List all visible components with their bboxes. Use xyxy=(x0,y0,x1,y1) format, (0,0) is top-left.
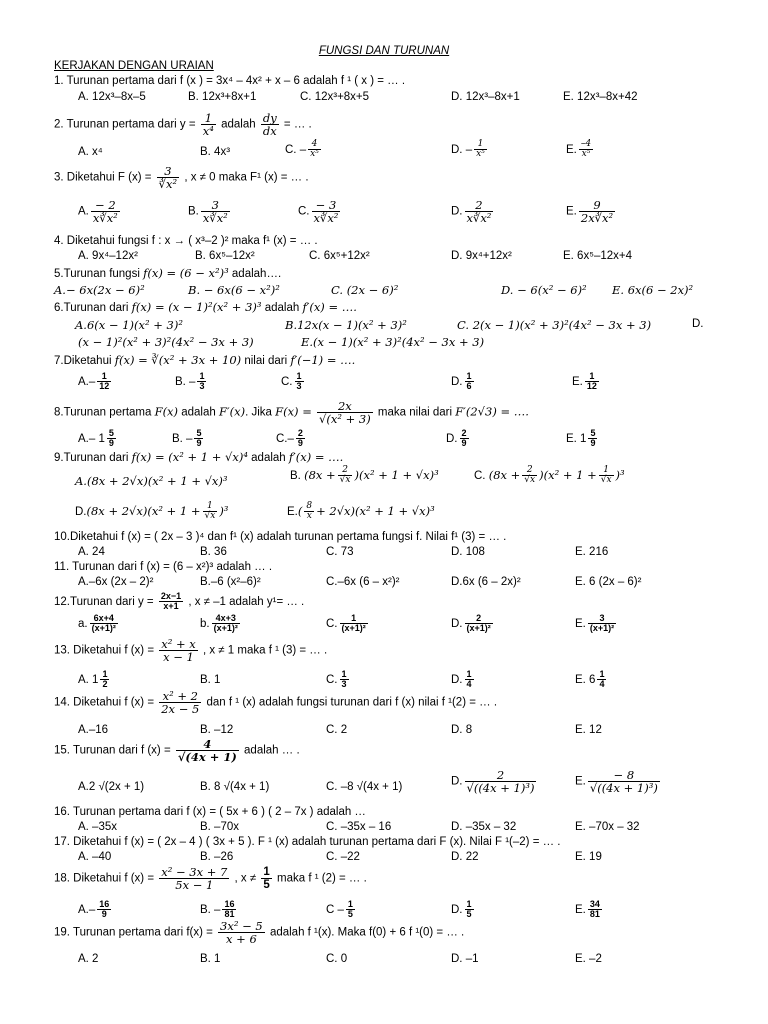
q18-d-den: 5 xyxy=(466,909,472,920)
q12-option-b[interactable] xyxy=(200,614,242,634)
question-4: 4. Diketahui fungsi f : x → ( x³–2 )² maka f¹ (x) = … . xyxy=(54,235,318,247)
q3-option-e[interactable] xyxy=(566,199,617,224)
q19-option-b[interactable]: B. 1 xyxy=(200,953,221,965)
q3-option-d[interactable] xyxy=(451,199,495,224)
q15-d-num: 2 xyxy=(465,769,537,782)
q18-d-label: D. xyxy=(451,903,463,916)
q12-d-num: 2 xyxy=(465,614,493,624)
q11-option-d[interactable]: D.6x (6 – 2x)² xyxy=(451,576,521,588)
q18-b-num: 16 xyxy=(224,899,235,909)
q7-e-num: 1 xyxy=(585,372,599,382)
q13-a-num: 1 xyxy=(102,669,108,679)
q3-e-den: 2x∛x² xyxy=(580,211,614,226)
q18-mid-num: 1 xyxy=(263,866,270,878)
q15-e-num: − 8 xyxy=(588,769,660,782)
q6-mid: adalah xyxy=(264,302,300,314)
q7-b-num: 1 xyxy=(199,371,205,381)
q8-e-label: E. 1 xyxy=(566,432,587,445)
q3-c-label: C. xyxy=(298,205,310,218)
q5-post: adalah…. xyxy=(231,268,282,280)
q16-option-a[interactable]: A. –35x xyxy=(78,821,117,833)
q15-option-b[interactable]: B. 8 √(4x + 1) xyxy=(200,781,270,793)
q5-option-b[interactable]: B. − 6x(6 − x²)² xyxy=(188,283,280,297)
q13-option-c[interactable] xyxy=(326,670,351,690)
q12-b-den: (x+1)² xyxy=(213,623,238,634)
q8-num: 2x xyxy=(317,400,373,413)
q18-option-b[interactable] xyxy=(200,900,238,920)
q18-option-a[interactable] xyxy=(78,900,113,920)
q18-c-num: 1 xyxy=(347,899,353,909)
q7-a-label: A.– xyxy=(78,375,96,388)
q8-b-den: 9 xyxy=(196,438,202,449)
q10-option-e[interactable]: E. 216 xyxy=(575,546,609,558)
q9-mid: adalah xyxy=(251,452,286,464)
q18-a-den: 9 xyxy=(101,909,107,920)
q13-option-e[interactable] xyxy=(575,670,608,690)
q12-b-label: b. xyxy=(200,617,210,630)
q8-e-den: 9 xyxy=(590,438,596,449)
q9-b-label: B. xyxy=(290,469,301,482)
q14-option-a[interactable]: A.–16 xyxy=(78,724,109,736)
q6-derivative: f′(x) = …. xyxy=(302,300,357,314)
q3-d-label: D. xyxy=(451,205,463,218)
q15-d-den: √((4x + 1)³) xyxy=(466,781,535,796)
q12-d-label: D. xyxy=(451,617,463,630)
q13-e-num: 1 xyxy=(599,669,605,679)
q3-a-den: x∛x² xyxy=(92,211,118,226)
q6-option-b[interactable]: B.12x(x − 1)(x² + 3)² xyxy=(285,318,407,332)
q8-fprime: F′(x) xyxy=(219,404,246,419)
q2-c-den: x⁵ xyxy=(310,149,319,160)
q12-e-label: E. xyxy=(575,617,586,630)
q4-option-c[interactable]: C. 6x⁵+12x² xyxy=(309,250,370,262)
question-12 xyxy=(54,592,304,612)
q8-c-den: 9 xyxy=(297,438,303,449)
q13-c-den: 3 xyxy=(341,679,347,690)
q14-prefix: 14. Diketahui f (x) = xyxy=(54,696,155,709)
q15-option-d[interactable] xyxy=(451,769,538,794)
q15-e-label: E. xyxy=(575,775,586,788)
q3-den: ∛x² xyxy=(158,177,178,192)
q8-d-den: 9 xyxy=(461,438,467,449)
q18-num: x² − 3x + 7 xyxy=(161,865,228,879)
q19-option-e[interactable]: E. –2 xyxy=(575,953,602,965)
q13-d-den: 4 xyxy=(466,679,472,690)
q8-option-d[interactable] xyxy=(446,429,471,449)
q1-option-e[interactable]: E. 12x³–8x+42 xyxy=(563,91,638,103)
q8-c-num: 2 xyxy=(297,428,303,438)
q7-d-num: 1 xyxy=(466,371,472,381)
q19-option-d[interactable]: D. –1 xyxy=(451,953,479,965)
q2-c-num: 4 xyxy=(308,140,321,150)
q13-option-d[interactable] xyxy=(451,670,476,690)
q18-e-label: E. xyxy=(575,903,586,916)
q14-option-c[interactable]: C. 2 xyxy=(326,724,348,736)
question-9 xyxy=(54,450,343,464)
q16-option-b[interactable]: B. –70x xyxy=(200,821,239,833)
q3-e-num: 9 xyxy=(579,199,615,212)
q16-option-c[interactable]: C. –35x – 16 xyxy=(326,821,392,833)
q3-c-num: − 3 xyxy=(312,199,341,212)
q14-post: dan f ¹ (x) adalah fungsi turunan dari f (x) nilai f ¹(2) = … . xyxy=(206,696,498,709)
q9-prefix: 9.Turunan dari xyxy=(54,452,129,464)
q3-b-label: B. xyxy=(188,205,199,218)
q13-c-num: 1 xyxy=(341,669,347,679)
q13-option-b[interactable]: B. 1 xyxy=(200,674,221,686)
q3-b-num: 3 xyxy=(201,199,230,212)
q12-e-den: (x+1)² xyxy=(589,623,615,634)
q18-prefix: 18. Diketahui f (x) = xyxy=(54,872,155,885)
q14-option-b[interactable]: B. –12 xyxy=(200,724,234,736)
question-5 xyxy=(54,266,281,280)
q7-option-a[interactable] xyxy=(78,372,113,392)
q3-option-c[interactable] xyxy=(298,199,342,224)
q15-d-label: D. xyxy=(451,775,463,788)
q2-den: x⁴ xyxy=(202,124,214,139)
q19-post: adalah f ¹(x). Maka f(0) + 6 f ¹(0) = … . xyxy=(269,926,465,939)
q6-option-d[interactable]: (x − 1)²(x² + 3)²(4x² − 3x + 3) xyxy=(78,335,254,349)
q3-prefix: 3. Diketahui F (x) = xyxy=(54,171,152,184)
q7-b-label: B. – xyxy=(175,375,196,388)
q9-c-label: C. xyxy=(474,469,486,482)
q10-option-b[interactable]: B. 36 xyxy=(200,546,227,558)
q13-d-label: D. xyxy=(451,673,463,686)
q18-c-label: C – xyxy=(326,903,344,916)
section-header: KERJAKAN DENGAN URAIAN xyxy=(54,60,214,72)
q6-option-e[interactable]: E.(x − 1)(x² + 3)²(4x² − 3x + 3) xyxy=(301,335,485,349)
q7-option-e[interactable] xyxy=(572,372,601,392)
q4-option-a[interactable]: A. 9x⁴–12x² xyxy=(78,250,138,262)
q18-option-c[interactable] xyxy=(326,900,357,920)
q6-function: f(x) = (x − 1)²(x² + 3)³ xyxy=(131,300,262,314)
q3-option-a[interactable] xyxy=(78,199,122,224)
q15-prefix: 15. Turunan dari f (x) = xyxy=(54,744,171,757)
q19-option-c[interactable]: C. 0 xyxy=(326,953,348,965)
q18-c-den: 5 xyxy=(347,909,353,920)
q5-option-a[interactable]: A.− 6x(2x − 6)² xyxy=(54,283,145,297)
q17-option-a[interactable]: A. –40 xyxy=(78,851,112,863)
q18-e-num: 34 xyxy=(589,899,600,909)
q2-option-c[interactable] xyxy=(285,140,323,160)
q10-option-a[interactable]: A. 24 xyxy=(78,546,105,558)
q15-option-c[interactable]: C. –8 √(4x + 1) xyxy=(326,781,403,793)
q12-c-num: 1 xyxy=(340,614,368,624)
q3-num: 3 xyxy=(157,165,179,178)
question-13 xyxy=(54,638,327,663)
q18-d-num: 1 xyxy=(466,899,472,909)
q15-den: √(4x + 1) xyxy=(177,750,237,765)
q3-c-den: x∛x² xyxy=(313,211,339,226)
q12-c-label: C. xyxy=(326,617,338,630)
q12-den: x+1 xyxy=(163,601,179,612)
q19-option-a[interactable]: A. 2 xyxy=(78,953,99,965)
q3-e-label: E. xyxy=(566,205,577,218)
q16-option-e[interactable]: E. –70x – 32 xyxy=(575,821,640,833)
question-10: 10.Diketahui f (x) = ( 2x – 3 )⁴ dan f¹ (x) adalah turunan pertama fungsi f. Nilai f¹ (3) = … . xyxy=(54,531,507,543)
q14-den: 2x − 5 xyxy=(161,702,200,717)
q12-d-den: (x+1)² xyxy=(466,623,491,634)
q9-option-a[interactable]: A.(8x + 2√x)(x² + 1 + √x)³ xyxy=(75,474,228,488)
q19-den: x + 6 xyxy=(226,932,257,947)
q2-d-label: D. – xyxy=(451,143,473,156)
q1-option-d[interactable]: D. 12x³–8x+1 xyxy=(451,91,520,103)
question-2 xyxy=(54,112,312,137)
q7-option-b[interactable] xyxy=(175,372,208,392)
q6-option-c[interactable]: C. 2(x − 1)(x² + 3)²(4x² − 3x + 3) xyxy=(457,318,652,332)
q7-c-num: 1 xyxy=(296,371,302,381)
q13-prefix: 13. Diketahui f (x) = xyxy=(54,644,155,657)
q13-den: x − 1 xyxy=(163,650,194,665)
q2-d-num: 1 xyxy=(474,140,487,150)
question-8 xyxy=(54,400,529,425)
q14-num: x² + 2 xyxy=(159,690,201,703)
q13-a-den: 2 xyxy=(102,679,108,690)
q2-prefix: 2. Turunan pertama dari y = xyxy=(54,118,196,131)
q8-fx2: F(x) = xyxy=(275,404,312,419)
q8-b-label: B. – xyxy=(172,432,193,445)
q12-b-num: 4x+3 xyxy=(212,614,240,624)
q9-option-e[interactable]: E.( $\frac{8}{x}$ + 2√x)(x² + 1 + √x)³ xyxy=(287,501,435,522)
q15-num: 4 xyxy=(176,738,239,751)
q2-num: 1 xyxy=(201,112,216,125)
q3-a-label: A. xyxy=(78,205,89,218)
q18-den: 5x − 1 xyxy=(175,878,214,893)
q7-b-den: 3 xyxy=(199,381,205,392)
q8-option-e[interactable] xyxy=(566,429,599,449)
q7-derivative: f′(−1) = …. xyxy=(290,353,356,367)
q4-option-e[interactable]: E. 6x⁵–12x+4 xyxy=(563,250,633,262)
q2-c-label: C. – xyxy=(285,143,307,156)
q15-option-a[interactable]: A.2 √(2x + 1) xyxy=(78,781,145,793)
q11-option-b[interactable]: B.–6 (x²–6)² xyxy=(200,576,261,588)
question-7 xyxy=(54,353,355,367)
q8-c-label: C.– xyxy=(276,432,294,445)
q12-option-d[interactable] xyxy=(451,614,495,634)
q2-option-b[interactable]: B. 4x³ xyxy=(200,146,231,158)
q12-e-num: 3 xyxy=(588,614,616,624)
q1-option-c[interactable]: C. 12x³+8x+5 xyxy=(300,91,370,103)
q9-option-d[interactable]: D.(8x + 2√x)(x² + 1 + $\frac{1}{√x}$ )³ xyxy=(75,501,229,522)
q2-mid: adalah xyxy=(221,118,256,131)
q13-option-a[interactable] xyxy=(78,670,111,690)
q17-option-b[interactable]: B. –26 xyxy=(200,851,234,863)
q7-e-label: E. xyxy=(572,375,583,388)
q12-c-den: (x+1)² xyxy=(341,623,366,634)
q4-option-b[interactable]: B. 6x⁵–12x² xyxy=(195,250,255,262)
q6-prefix: 6.Turunan dari xyxy=(54,302,129,314)
question-15 xyxy=(54,738,300,763)
q8-prefix: 8.Turunan pertama xyxy=(54,406,152,419)
q13-post: , x ≠ 1 maka f ¹ (3) = … . xyxy=(202,644,328,657)
q7-d-den: 6 xyxy=(466,381,472,392)
q2-post: = … . xyxy=(283,118,312,131)
q5-option-d[interactable]: D. − 6(x² − 6)² xyxy=(501,283,587,297)
q11-option-e[interactable]: E. 6 (2x – 6)² xyxy=(575,576,642,588)
q2-option-e[interactable] xyxy=(566,140,595,160)
q13-num: x² + x xyxy=(161,637,196,651)
q11-option-c[interactable]: C.–6x (6 – x²)² xyxy=(326,576,400,588)
q18-b-den: 81 xyxy=(224,909,235,920)
q2-option-d[interactable] xyxy=(451,140,489,160)
q8-a-label: A.– 1 xyxy=(78,432,105,445)
q2-e-den: x⁵ xyxy=(581,149,591,160)
q15-post: adalah … . xyxy=(244,744,300,757)
q5-option-c[interactable]: C. (2x − 6)² xyxy=(331,283,399,297)
q8-mid2: . Jika xyxy=(245,406,272,419)
q6-option-d-label[interactable]: D. xyxy=(692,318,704,330)
q3-a-num: − 2 xyxy=(91,199,120,212)
q7-option-d[interactable] xyxy=(451,372,476,392)
q9-option-b[interactable]: B. (8x + $\frac{2}{√x}$ )(x² + 1 + √x)³ xyxy=(290,465,439,486)
q9-d-label: D. xyxy=(75,505,87,518)
q3-d-num: 2 xyxy=(465,199,494,212)
q18-option-e[interactable] xyxy=(575,900,604,920)
q13-a-label: A. 1 xyxy=(78,673,99,686)
q8-a-num: 5 xyxy=(108,428,114,438)
q13-c-label: C. xyxy=(326,673,338,686)
q15-option-e[interactable] xyxy=(575,769,662,794)
q12-prefix: 12.Turunan dari y = xyxy=(54,595,154,608)
question-14 xyxy=(54,690,497,715)
q8-d-label: D. xyxy=(446,432,458,445)
q7-mid: nilai dari xyxy=(244,355,288,367)
q12-a-den: (x+1)² xyxy=(91,623,116,634)
q8-fx: F(x) xyxy=(154,404,179,419)
q2-option-a[interactable]: A. x⁴ xyxy=(78,146,103,158)
q17-option-d[interactable]: D. 22 xyxy=(451,851,479,863)
q8-option-a[interactable] xyxy=(78,429,118,449)
q14-option-d[interactable]: D. 8 xyxy=(451,724,473,736)
q3-b-den: x∛x² xyxy=(202,211,228,226)
q8-b-num: 5 xyxy=(196,428,202,438)
question-11: 11. Turunan dari f (x) = (6 – x²)³ adalah … . xyxy=(54,561,273,573)
q7-prefix: 7.Diketahui xyxy=(54,355,112,367)
q13-e-label: E. 6 xyxy=(575,673,596,686)
q18-a-num: 16 xyxy=(99,899,110,909)
q8-den: √(x² + 3) xyxy=(319,412,371,427)
q9-function: f(x) = (x² + 1 + √x)⁴ xyxy=(131,450,248,464)
q12-a-num: 6x+4 xyxy=(90,614,118,624)
q7-function: f(x) = ∛(x² + 3x + 10) xyxy=(114,353,242,367)
q19-prefix: 19. Turunan pertama dari f(x) = xyxy=(54,926,213,939)
q2-e-label: E. xyxy=(566,143,577,156)
q5-function: f(x) = (6 − x²)³ xyxy=(143,266,229,280)
q3-d-den: x∛x² xyxy=(466,211,492,226)
q8-a-den: 9 xyxy=(108,438,114,449)
q11-option-a[interactable]: A.–6x (2x – 2)² xyxy=(78,576,154,588)
q10-option-c[interactable]: C. 73 xyxy=(326,546,354,558)
q2-e-num: –4 xyxy=(580,139,592,149)
q8-post: maka nilai dari xyxy=(377,406,453,419)
q5-prefix: 5.Turunan fungsi xyxy=(54,268,140,280)
question-19 xyxy=(54,920,464,945)
q12-a-label: a. xyxy=(78,617,88,630)
q18-b-label: B. – xyxy=(200,903,221,916)
q18-e-den: 81 xyxy=(589,909,600,920)
q13-e-den: 4 xyxy=(599,679,605,690)
question-6 xyxy=(54,300,357,314)
q18-mid: , x ≠ xyxy=(234,872,257,885)
q7-option-c[interactable] xyxy=(281,372,306,392)
q8-option-c[interactable] xyxy=(276,429,307,449)
q8-d-num: 2 xyxy=(461,428,467,438)
q18-a-label: A.– xyxy=(78,903,96,916)
q9-derivative: f′(x) = …. xyxy=(288,450,344,464)
q19-num: 3x² − 5 xyxy=(220,919,263,933)
question-1: 1. Turunan pertama dari f (x ) = 3x⁴ – 4x² + x – 6 adalah f ¹ ( x ) = … . xyxy=(54,75,406,87)
q5-option-e[interactable]: E. 6x(6 − 2x)² xyxy=(612,283,694,297)
q13-d-num: 1 xyxy=(466,669,472,679)
q7-c-label: C. xyxy=(281,375,293,388)
q1-option-b[interactable]: B. 12x³+8x+1 xyxy=(188,91,257,103)
q6-option-a[interactable]: A.6(x − 1)(x² + 3)² xyxy=(75,318,183,332)
q17-option-e[interactable]: E. 19 xyxy=(575,851,602,863)
q8-mid: adalah xyxy=(181,406,216,419)
q12-post: , x ≠ –1 adalah y¹= … . xyxy=(188,595,305,608)
q10-option-d[interactable]: D. 108 xyxy=(451,546,485,558)
q18-mid-den: 5 xyxy=(263,879,270,892)
q12-option-c[interactable] xyxy=(326,614,370,634)
q9-option-c[interactable]: C. (8x + $\frac{2}{√x}$ )(x² + 1 + $\frac{1}{√x}$ )³ xyxy=(474,465,625,486)
q12-num: 2x−1 xyxy=(160,591,182,601)
q7-e-den: 12 xyxy=(586,381,597,392)
q8-option-b[interactable] xyxy=(172,429,205,449)
q8-e-num: 5 xyxy=(590,428,596,438)
q12-option-e[interactable] xyxy=(575,614,618,634)
q7-d-label: D. xyxy=(451,375,463,388)
q17-option-c[interactable]: C. –22 xyxy=(326,851,360,863)
question-17: 17. Diketahui f (x) = ( 2x – 4 ) ( 3x + 5 ). F ¹ (x) adalah turunan pertama dari F (x). Nilai F ¹(–2) = … . xyxy=(54,836,561,848)
q8-fprime2: F′(2√3) = …. xyxy=(455,404,529,419)
page-title: FUNGSI DAN TURUNAN xyxy=(318,45,450,57)
question-16: 16. Turunan pertama dari f (x) = ( 5x + 6 ) ( 2 – 7x ) adalah … xyxy=(54,806,366,818)
q4-option-d[interactable]: D. 9x⁴+12x² xyxy=(451,250,512,262)
q12-option-a[interactable] xyxy=(78,614,120,634)
question-3 xyxy=(54,165,309,190)
q7-c-den: 3 xyxy=(296,381,302,392)
q7-a-den: 12 xyxy=(99,381,110,392)
question-18 xyxy=(54,866,367,891)
q2-d-den: x⁵ xyxy=(476,149,485,160)
q14-option-e[interactable]: E. 12 xyxy=(575,724,602,736)
q16-option-d[interactable]: D. –35x – 32 xyxy=(451,821,517,833)
q7-a-num: 1 xyxy=(97,372,111,382)
q2-dy: dy xyxy=(262,111,277,125)
q15-e-den: √((4x + 1)³) xyxy=(589,781,658,796)
q18-option-d[interactable] xyxy=(451,900,476,920)
q18-post: maka f ¹ (2) = … . xyxy=(277,872,367,885)
q1-option-a[interactable]: A. 12x³–8x–5 xyxy=(78,91,146,103)
q3-option-b[interactable] xyxy=(188,199,232,224)
q9-e-label: E. xyxy=(287,505,298,518)
q2-dx: dx xyxy=(262,124,277,139)
q3-post: , x ≠ 0 maka F¹ (x) = … . xyxy=(184,171,309,184)
